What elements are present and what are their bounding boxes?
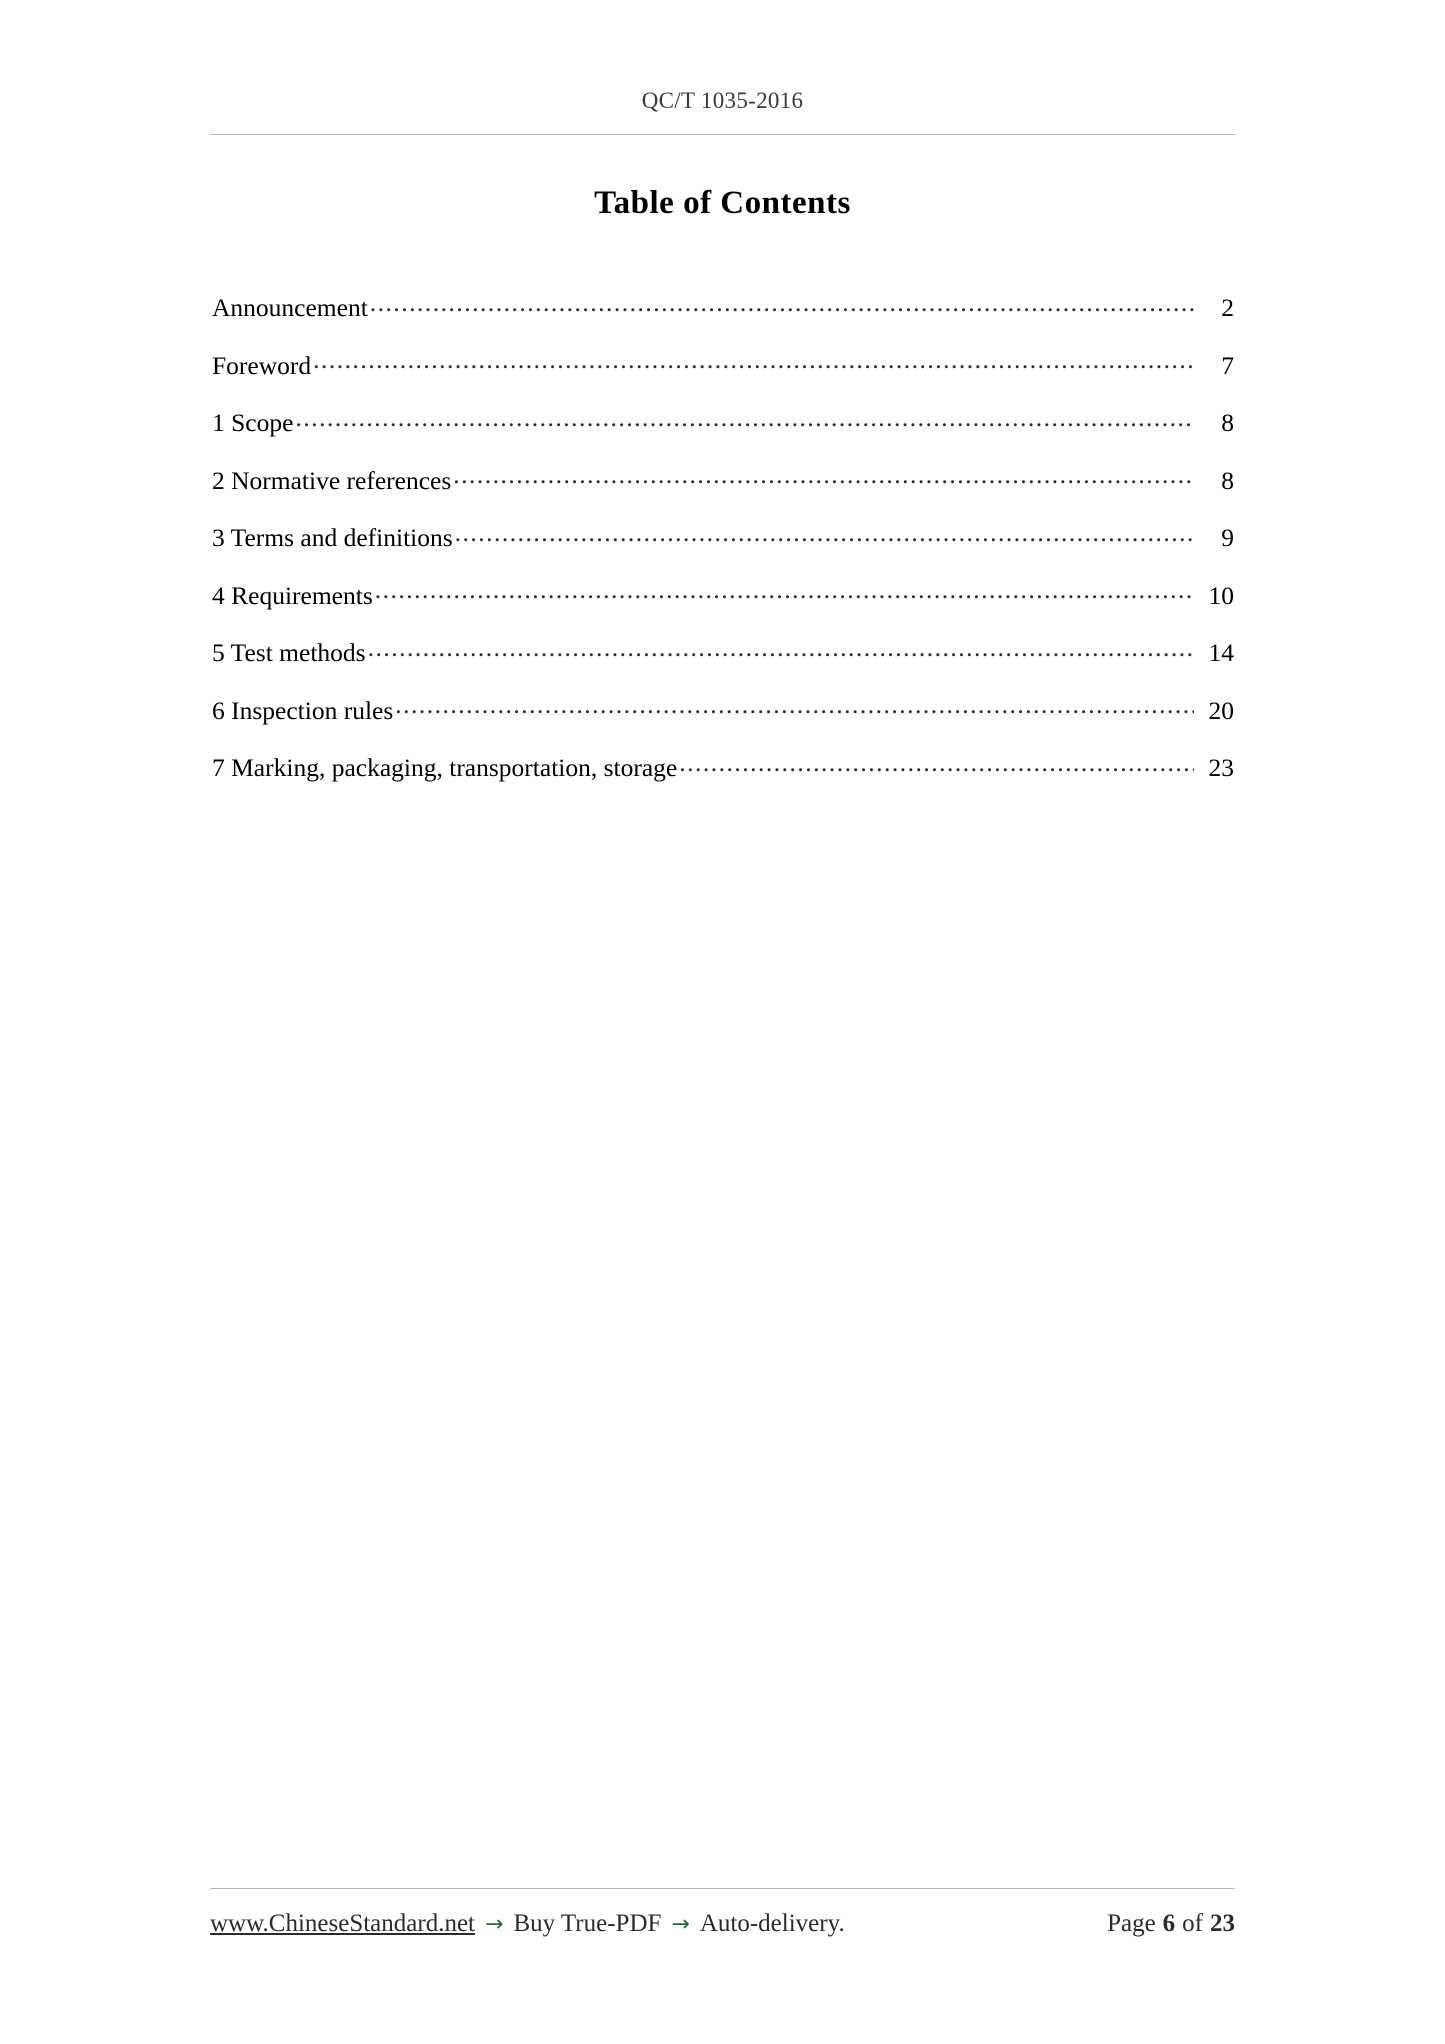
toc-leader-dots — [455, 528, 1194, 546]
toc-leader-dots — [295, 413, 1194, 431]
page-indicator — [1107, 1910, 1235, 1938]
toc-entry-page: 7 — [1221, 350, 1234, 380]
toc-entry-page: 9 — [1221, 523, 1234, 552]
toc-entry-test-methods[interactable] — [212, 640, 1234, 666]
toc-entry-label: 1 Scope — [212, 408, 294, 437]
page-title: Table of Contents — [594, 185, 851, 221]
toc-entry-normative-references[interactable] — [212, 465, 1234, 495]
toc-entry-terms-and-definitions[interactable] — [212, 525, 1234, 551]
toc-entry-label: 3 Terms and definitions — [212, 523, 453, 552]
toc-entry-marking-packaging-transportation-storage[interactable] — [212, 755, 1234, 781]
toc-entry-label: Foreword — [212, 350, 312, 380]
toc-entry-scope[interactable] — [212, 410, 1234, 436]
toc-entry-page: 14 — [1208, 638, 1234, 667]
arrow-right-icon: → — [671, 1912, 690, 1937]
toc-entry-label: 7 Marking, packaging, transportation, storage — [212, 753, 678, 782]
toc-leader-dots — [395, 700, 1194, 718]
toc-entry-page: 2 — [1221, 293, 1234, 322]
toc-leader-dots — [313, 355, 1194, 373]
toc-leader-dots — [679, 758, 1194, 776]
toc-leader-dots — [375, 585, 1194, 603]
toc-entry-page: 10 — [1208, 580, 1234, 610]
table-of-contents — [212, 295, 1234, 813]
page-total: 23 — [1210, 1910, 1235, 1937]
toc-entry-page: 8 — [1221, 408, 1234, 437]
arrow-right-icon: → — [485, 1912, 504, 1937]
toc-leader-dots — [370, 298, 1194, 316]
toc-entry-label: Announcement — [212, 293, 368, 322]
toc-entry-foreword[interactable] — [212, 350, 1234, 380]
website-link[interactable]: www.ChineseStandard.net — [210, 1910, 475, 1937]
toc-entry-label: 6 Inspection rules — [212, 695, 394, 725]
buy-pdf-text: Buy True-PDF — [513, 1910, 662, 1937]
footer-promo — [210, 1910, 845, 1938]
toc-entry-label: 2 Normative references — [212, 465, 452, 495]
footer-divider — [210, 1888, 1235, 1889]
toc-entry-page: 23 — [1208, 753, 1234, 782]
toc-entry-requirements[interactable] — [212, 580, 1234, 610]
page-header: QC/T 1035-2016 — [641, 88, 804, 113]
page-footer — [210, 1910, 1235, 1938]
header-divider — [210, 134, 1235, 135]
toc-entry-label: 4 Requirements — [212, 580, 373, 610]
toc-entry-label: 5 Test methods — [212, 638, 366, 667]
toc-entry-announcement[interactable] — [212, 295, 1234, 321]
toc-entry-inspection-rules[interactable] — [212, 695, 1234, 725]
auto-delivery-text: Auto-delivery. — [699, 1910, 845, 1937]
toc-entry-page: 20 — [1208, 695, 1234, 725]
toc-leader-dots — [453, 470, 1194, 488]
toc-entry-page: 8 — [1221, 465, 1234, 495]
toc-leader-dots — [368, 643, 1194, 661]
of-word: of — [1182, 1910, 1203, 1937]
page-word: Page — [1107, 1910, 1156, 1937]
page-number: 6 — [1162, 1910, 1176, 1937]
